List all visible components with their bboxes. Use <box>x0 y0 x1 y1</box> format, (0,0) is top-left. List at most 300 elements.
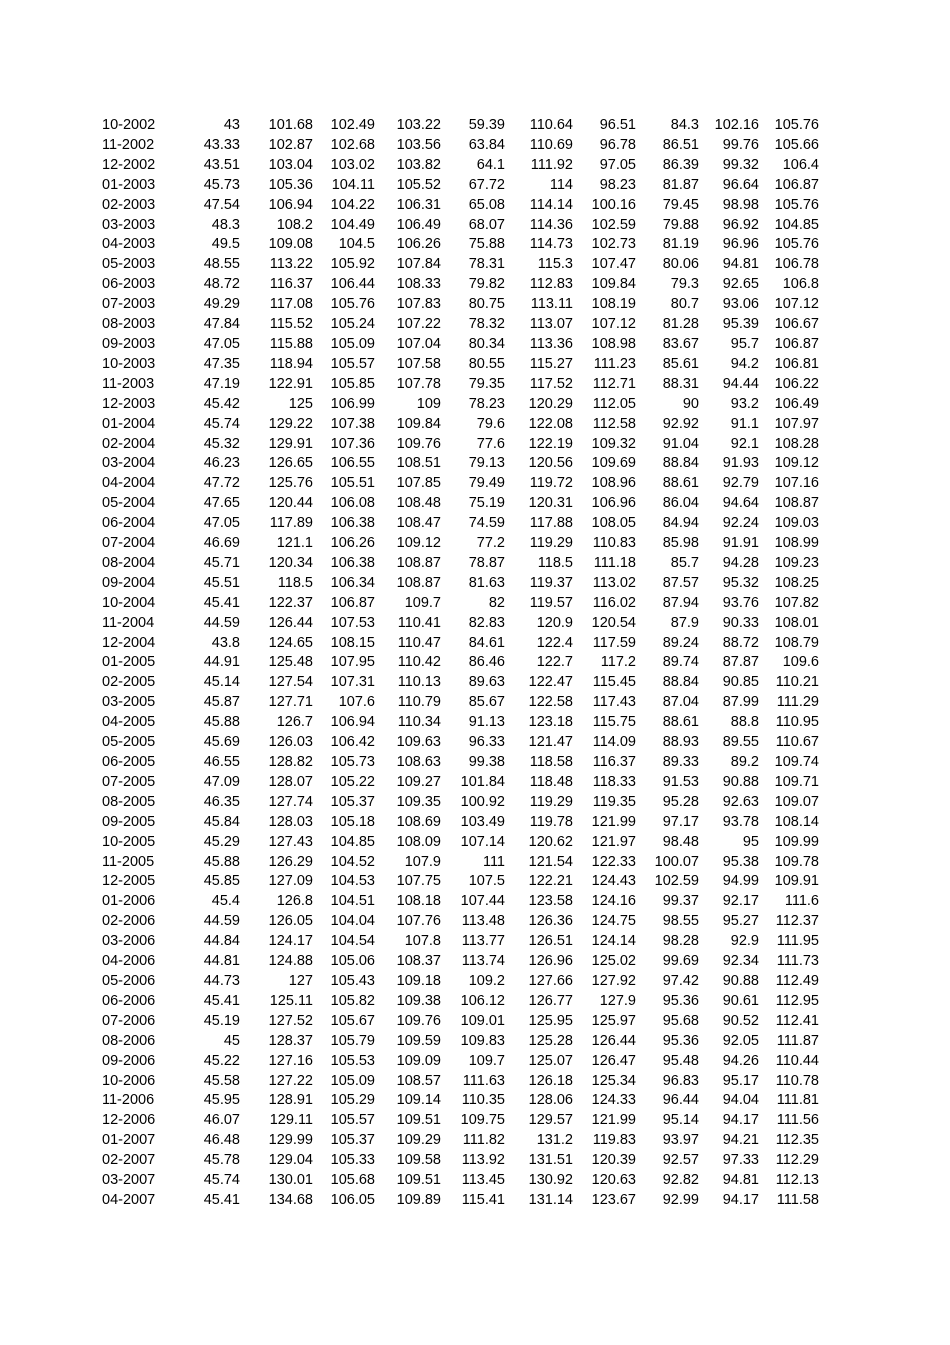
value-cell: 111.18 <box>593 554 636 571</box>
value-cell: 104.52 <box>330 853 375 870</box>
value-cell: 120.62 <box>528 833 573 850</box>
value-cell: 109.84 <box>396 415 441 432</box>
value-cell: 92.34 <box>722 953 759 970</box>
value-cell: 121.54 <box>528 853 573 870</box>
value-cell: 95 <box>742 833 759 850</box>
value-cell: 74.59 <box>468 515 505 532</box>
value-cell: 92.17 <box>722 893 759 910</box>
value-cell: 96.83 <box>662 1072 699 1089</box>
value-cell: 46.07 <box>203 1112 240 1129</box>
value-cell: 94.99 <box>722 873 759 890</box>
value-cell: 128.07 <box>268 773 313 790</box>
value-cell: 104.49 <box>330 216 375 233</box>
value-cell: 109.2 <box>468 972 505 989</box>
value-cell: 97.05 <box>599 156 636 173</box>
date-cell: 08-2006 <box>102 1032 156 1049</box>
value-cell: 45.42 <box>203 395 240 412</box>
value-cell: 96.96 <box>722 236 759 253</box>
value-cell: 128.82 <box>268 754 313 770</box>
table-row <box>102 315 819 335</box>
value-cell: 92.9 <box>730 933 759 950</box>
value-cell: 96.92 <box>722 216 759 233</box>
date-cell: 10-2004 <box>102 594 156 611</box>
value-cell: 134.68 <box>268 1191 313 1208</box>
value-cell: 111.29 <box>776 694 819 711</box>
value-cell: 97.17 <box>662 813 699 830</box>
value-cell: 94.64 <box>722 495 759 512</box>
date-cell: 01-2004 <box>102 415 156 432</box>
value-cell: 92.99 <box>662 1191 699 1208</box>
date-cell: 10-2006 <box>102 1072 156 1089</box>
value-cell: 110.44 <box>775 1052 819 1069</box>
date-cell: 07-2004 <box>102 535 156 552</box>
table-row <box>102 634 819 654</box>
value-cell: 109.7 <box>404 594 441 611</box>
value-cell: 108.99 <box>774 535 819 552</box>
value-cell: 104.04 <box>330 913 375 930</box>
date-cell: 01-2006 <box>102 893 156 910</box>
value-cell: 108.14 <box>774 813 819 830</box>
value-cell: 107.82 <box>774 594 819 611</box>
value-cell: 46.69 <box>203 535 240 552</box>
date-cell: 03-2004 <box>102 455 156 472</box>
value-cell: 108.05 <box>591 515 636 532</box>
table-row <box>102 275 819 295</box>
value-cell: 113.48 <box>461 913 505 930</box>
value-cell: 117.43 <box>592 694 636 711</box>
value-cell: 125.02 <box>591 953 636 970</box>
value-cell: 94.81 <box>722 256 759 273</box>
value-cell: 107.12 <box>774 296 819 313</box>
value-cell: 107.53 <box>330 614 375 631</box>
value-cell: 90.61 <box>722 992 759 1009</box>
value-cell: 91.04 <box>662 435 699 452</box>
value-cell: 78.87 <box>468 554 505 571</box>
value-cell: 113.22 <box>269 256 313 273</box>
table-row <box>102 116 819 136</box>
value-cell: 96.78 <box>599 136 636 153</box>
value-cell: 113.74 <box>461 953 505 970</box>
value-cell: 129.22 <box>268 415 313 432</box>
value-cell: 109.59 <box>396 1032 441 1049</box>
value-cell: 90.85 <box>722 674 759 691</box>
date-cell: 02-2005 <box>102 674 156 691</box>
value-cell: 110.42 <box>397 654 441 671</box>
value-cell: 98.98 <box>722 196 759 213</box>
value-cell: 68.07 <box>468 216 505 233</box>
value-cell: 90.52 <box>722 1012 759 1029</box>
value-cell: 117.08 <box>269 296 313 313</box>
table-row <box>102 773 819 793</box>
value-cell: 129.91 <box>268 435 313 452</box>
value-cell: 124.16 <box>591 893 636 910</box>
table-row <box>102 534 819 554</box>
date-cell: 12-2006 <box>102 1112 156 1129</box>
value-cell: 105.06 <box>330 953 375 970</box>
value-cell: 121.97 <box>591 833 636 850</box>
date-cell: 12-2002 <box>102 156 156 173</box>
value-cell: 45.41 <box>203 594 240 611</box>
table-row <box>102 833 819 853</box>
value-cell: 126.96 <box>528 953 573 970</box>
value-cell: 92.82 <box>662 1172 699 1189</box>
value-cell: 110.69 <box>529 136 573 153</box>
value-cell: 107.47 <box>591 256 636 273</box>
table-row <box>102 375 819 395</box>
value-cell: 111.23 <box>593 355 636 372</box>
value-cell: 106.87 <box>774 335 819 352</box>
value-cell: 106.22 <box>774 375 819 392</box>
table-row <box>102 614 819 634</box>
value-cell: 109.71 <box>774 773 819 790</box>
value-cell: 127.71 <box>268 694 313 711</box>
value-cell: 47.84 <box>203 316 240 333</box>
value-cell: 102.16 <box>714 117 759 133</box>
value-cell: 48.3 <box>211 216 240 233</box>
value-cell: 122.19 <box>528 435 573 452</box>
value-cell: 109.83 <box>460 1032 505 1049</box>
value-cell: 105.18 <box>330 813 375 830</box>
value-cell: 45 <box>223 1032 240 1049</box>
value-cell: 80.06 <box>662 256 699 273</box>
table-row <box>102 196 819 216</box>
value-cell: 111.6 <box>784 893 819 910</box>
value-cell: 131.2 <box>536 1132 573 1149</box>
date-cell: 01-2005 <box>102 654 156 671</box>
value-cell: 107.84 <box>396 256 441 273</box>
value-cell: 109.74 <box>774 754 819 770</box>
value-cell: 127.9 <box>599 992 636 1009</box>
table-row <box>102 335 819 355</box>
value-cell: 103.56 <box>396 136 441 153</box>
value-cell: 106.05 <box>330 1191 375 1208</box>
value-cell: 108.98 <box>591 335 636 352</box>
value-cell: 109.12 <box>774 455 819 472</box>
table-row <box>102 1052 819 1072</box>
value-cell: 84.61 <box>468 634 505 651</box>
value-cell: 94.21 <box>722 1132 759 1149</box>
value-cell: 121.99 <box>591 813 636 830</box>
value-cell: 113.77 <box>461 933 505 950</box>
value-cell: 45.71 <box>203 554 240 571</box>
value-cell: 79.6 <box>476 415 505 432</box>
value-cell: 127.16 <box>268 1052 313 1069</box>
value-cell: 108.28 <box>774 435 819 452</box>
value-cell: 81.28 <box>662 316 699 333</box>
value-cell: 90.88 <box>722 773 759 790</box>
value-cell: 120.9 <box>536 614 573 631</box>
value-cell: 103.02 <box>330 156 375 173</box>
value-cell: 109.01 <box>460 1012 505 1029</box>
value-cell: 112.71 <box>592 375 636 392</box>
data-table <box>102 116 819 1211</box>
value-cell: 110.83 <box>592 535 636 552</box>
value-cell: 89.74 <box>662 654 699 671</box>
table-row <box>102 713 819 733</box>
value-cell: 126.05 <box>268 913 313 930</box>
value-cell: 77.6 <box>476 435 505 452</box>
value-cell: 81.19 <box>662 236 699 253</box>
value-cell: 123.18 <box>528 714 573 731</box>
date-cell: 06-2004 <box>102 515 156 532</box>
value-cell: 110.78 <box>775 1072 819 1089</box>
value-cell: 130.92 <box>528 1172 573 1189</box>
value-cell: 120.39 <box>591 1152 636 1169</box>
value-cell: 77.2 <box>476 535 505 552</box>
value-cell: 117.59 <box>592 634 636 651</box>
value-cell: 114.09 <box>592 734 636 751</box>
value-cell: 80.34 <box>468 335 505 352</box>
table-row <box>102 1012 819 1032</box>
value-cell: 124.43 <box>591 873 636 890</box>
table-row <box>102 872 819 892</box>
value-cell: 118.58 <box>529 754 573 770</box>
value-cell: 109.35 <box>396 793 441 810</box>
value-cell: 125.48 <box>268 654 313 671</box>
value-cell: 111.82 <box>462 1132 505 1149</box>
value-cell: 106.78 <box>774 256 819 273</box>
date-cell: 05-2005 <box>102 734 156 751</box>
value-cell: 43 <box>223 117 240 133</box>
value-cell: 126.44 <box>268 614 313 631</box>
value-cell: 90 <box>682 395 699 412</box>
date-cell: 08-2004 <box>102 554 156 571</box>
value-cell: 109.6 <box>782 654 819 671</box>
value-cell: 109.03 <box>774 515 819 532</box>
table-row <box>102 1072 819 1092</box>
value-cell: 44.81 <box>203 953 240 970</box>
table-row <box>102 793 819 813</box>
value-cell: 108.87 <box>396 574 441 591</box>
value-cell: 105.24 <box>330 316 375 333</box>
value-cell: 105.57 <box>330 355 375 372</box>
value-cell: 81.63 <box>468 574 505 591</box>
value-cell: 126.03 <box>268 734 313 751</box>
value-cell: 47.72 <box>203 475 240 492</box>
value-cell: 45.87 <box>203 694 240 711</box>
value-cell: 106.38 <box>330 515 375 532</box>
table-row <box>102 1111 819 1131</box>
value-cell: 126.8 <box>276 893 313 910</box>
value-cell: 96.44 <box>662 1092 699 1109</box>
value-cell: 107.44 <box>460 893 505 910</box>
value-cell: 127.52 <box>268 1012 313 1029</box>
value-cell: 106.94 <box>268 196 313 213</box>
value-cell: 105.66 <box>774 136 819 153</box>
value-cell: 87.04 <box>662 694 699 711</box>
date-cell: 03-2007 <box>102 1172 156 1189</box>
value-cell: 121.47 <box>528 734 573 751</box>
value-cell: 45.58 <box>203 1072 240 1089</box>
value-cell: 118.33 <box>592 773 636 790</box>
date-cell: 10-2003 <box>102 355 156 372</box>
table-row <box>102 653 819 673</box>
value-cell: 43.33 <box>203 136 240 153</box>
value-cell: 119.29 <box>529 535 573 552</box>
value-cell: 45.88 <box>203 853 240 870</box>
value-cell: 109.09 <box>396 1052 441 1069</box>
value-cell: 118.5 <box>537 554 573 571</box>
value-cell: 82 <box>488 594 505 611</box>
value-cell: 79.13 <box>468 455 505 472</box>
value-cell: 95.36 <box>662 992 699 1009</box>
value-cell: 86.39 <box>662 156 699 173</box>
value-cell: 125.97 <box>591 1012 636 1029</box>
value-cell: 125 <box>288 395 313 412</box>
value-cell: 126.36 <box>528 913 573 930</box>
value-cell: 43.51 <box>203 156 240 173</box>
value-cell: 103.82 <box>396 156 441 173</box>
value-cell: 80.55 <box>468 355 505 372</box>
value-cell: 90.88 <box>722 972 759 989</box>
value-cell: 112.13 <box>775 1172 819 1189</box>
value-cell: 126.51 <box>528 933 573 950</box>
value-cell: 128.91 <box>268 1092 313 1109</box>
value-cell: 49.29 <box>203 296 240 313</box>
value-cell: 127.22 <box>268 1072 313 1089</box>
value-cell: 84.94 <box>662 515 699 532</box>
value-cell: 125.34 <box>591 1072 636 1089</box>
value-cell: 121.99 <box>591 1112 636 1129</box>
value-cell: 109.08 <box>268 236 313 253</box>
value-cell: 122.58 <box>528 694 573 711</box>
value-cell: 105.82 <box>330 992 375 1009</box>
value-cell: 96.64 <box>722 176 759 193</box>
value-cell: 88.93 <box>662 734 699 751</box>
value-cell: 104.85 <box>330 833 375 850</box>
date-cell: 08-2005 <box>102 793 156 810</box>
value-cell: 102.87 <box>268 136 313 153</box>
value-cell: 106.99 <box>330 395 375 412</box>
value-cell: 105.57 <box>330 1112 375 1129</box>
value-cell: 118.48 <box>529 773 573 790</box>
value-cell: 111.92 <box>530 156 573 173</box>
value-cell: 43.8 <box>211 634 240 651</box>
value-cell: 116.37 <box>592 754 636 770</box>
value-cell: 88.84 <box>662 674 699 691</box>
value-cell: 47.19 <box>203 375 240 392</box>
value-cell: 120.34 <box>268 554 313 571</box>
value-cell: 107.58 <box>396 355 441 372</box>
value-cell: 88.72 <box>722 634 759 651</box>
value-cell: 105.76 <box>774 117 819 133</box>
value-cell: 106.67 <box>774 316 819 333</box>
value-cell: 44.59 <box>203 913 240 930</box>
value-cell: 98.55 <box>662 913 699 930</box>
value-cell: 107.36 <box>330 435 375 452</box>
value-cell: 94.17 <box>722 1191 759 1208</box>
value-cell: 91.1 <box>730 415 759 432</box>
value-cell: 47.09 <box>203 773 240 790</box>
value-cell: 106.96 <box>591 495 636 512</box>
value-cell: 92.24 <box>722 515 759 532</box>
value-cell: 90.33 <box>722 614 759 631</box>
value-cell: 85.98 <box>662 535 699 552</box>
value-cell: 120.44 <box>268 495 313 512</box>
value-cell: 108.2 <box>276 216 313 233</box>
date-cell: 03-2005 <box>102 694 156 711</box>
value-cell: 101.84 <box>460 773 505 790</box>
value-cell: 112.83 <box>529 276 573 293</box>
value-cell: 87.94 <box>662 594 699 611</box>
value-cell: 64.1 <box>476 156 505 173</box>
value-cell: 46.23 <box>203 455 240 472</box>
date-cell: 04-2007 <box>102 1191 156 1208</box>
value-cell: 108.33 <box>396 276 441 293</box>
date-cell: 10-2002 <box>102 117 156 133</box>
value-cell: 102.49 <box>330 117 375 133</box>
value-cell: 113.11 <box>530 296 573 313</box>
value-cell: 79.3 <box>670 276 699 293</box>
date-cell: 03-2006 <box>102 933 156 950</box>
value-cell: 115.75 <box>592 714 636 731</box>
value-cell: 85.61 <box>662 355 699 372</box>
value-cell: 106.49 <box>774 395 819 412</box>
value-cell: 88.61 <box>662 714 699 731</box>
value-cell: 108.18 <box>396 893 441 910</box>
value-cell: 108.79 <box>774 634 819 651</box>
value-cell: 103.22 <box>396 117 441 133</box>
table-row <box>102 1131 819 1151</box>
value-cell: 106.44 <box>330 276 375 293</box>
value-cell: 105.92 <box>330 256 375 273</box>
value-cell: 107.16 <box>774 475 819 492</box>
value-cell: 99.76 <box>722 136 759 153</box>
value-cell: 105.22 <box>330 773 375 790</box>
value-cell: 122.7 <box>536 654 573 671</box>
value-cell: 78.31 <box>468 256 505 273</box>
value-cell: 45.69 <box>203 734 240 751</box>
value-cell: 46.55 <box>203 754 240 770</box>
value-cell: 131.14 <box>528 1191 573 1208</box>
value-cell: 94.26 <box>722 1052 759 1069</box>
value-cell: 108.87 <box>396 554 441 571</box>
value-cell: 65.08 <box>468 196 505 213</box>
value-cell: 129.04 <box>268 1152 313 1169</box>
value-cell: 115.3 <box>537 256 573 273</box>
value-cell: 126.47 <box>591 1052 636 1069</box>
value-cell: 105.68 <box>330 1172 375 1189</box>
value-cell: 106.34 <box>330 574 375 591</box>
value-cell: 92.05 <box>722 1032 759 1049</box>
value-cell: 118.94 <box>269 355 313 372</box>
value-cell: 47.35 <box>203 355 240 372</box>
value-cell: 107.8 <box>404 933 441 950</box>
value-cell: 109.29 <box>396 1132 441 1149</box>
value-cell: 67.72 <box>468 176 505 193</box>
value-cell: 101.68 <box>268 117 313 133</box>
value-cell: 97.42 <box>662 972 699 989</box>
value-cell: 44.59 <box>203 614 240 631</box>
date-cell: 01-2003 <box>102 176 156 193</box>
value-cell: 107.22 <box>396 316 441 333</box>
value-cell: 126.18 <box>528 1072 573 1089</box>
value-cell: 84.3 <box>670 117 699 133</box>
table-row <box>102 136 819 156</box>
value-cell: 47.54 <box>203 196 240 213</box>
date-cell: 07-2005 <box>102 773 156 790</box>
value-cell: 122.37 <box>268 594 313 611</box>
value-cell: 104.5 <box>338 236 375 253</box>
value-cell: 120.29 <box>528 395 573 412</box>
value-cell: 91.93 <box>722 455 759 472</box>
value-cell: 126.77 <box>528 992 573 1009</box>
date-cell: 02-2003 <box>102 196 156 213</box>
value-cell: 105.76 <box>774 196 819 213</box>
value-cell: 44.73 <box>203 972 240 989</box>
table-row <box>102 912 819 932</box>
date-cell: 04-2005 <box>102 714 156 731</box>
